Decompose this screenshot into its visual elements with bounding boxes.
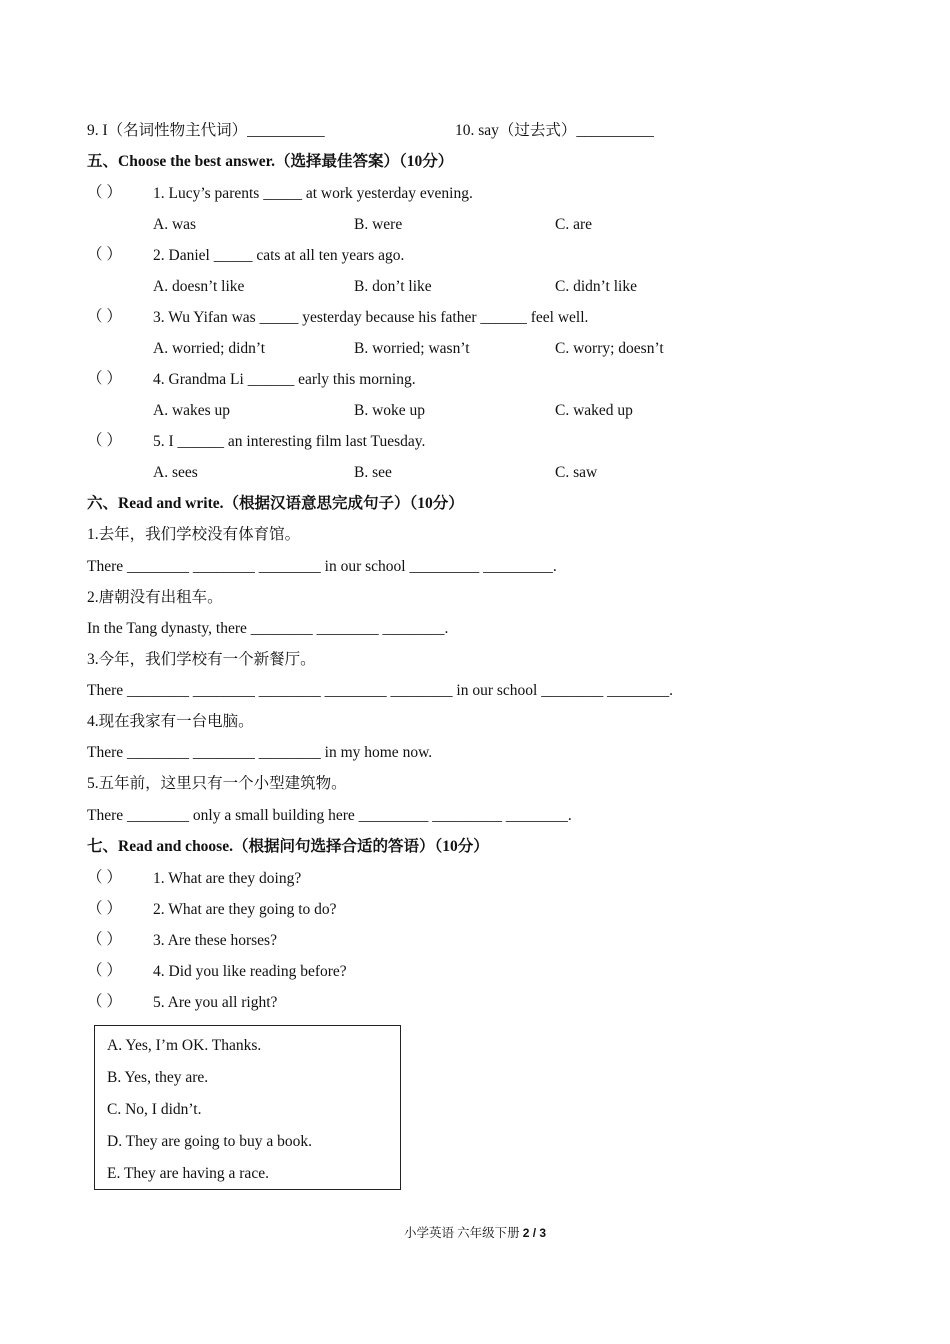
answer-blank[interactable]: （ ）: [87, 993, 122, 1010]
section-7-title: 七、Read and choose.（根据问句选择合适的答语）（10分）: [87, 838, 489, 855]
question-stem: 2. Daniel _____ cats at all ten years ago.: [153, 247, 405, 264]
footer-text: 小学英语 六年级下册: [403, 1226, 523, 1240]
question-9: 9. I（名词性物主代词）__________: [87, 122, 325, 139]
section-6-title: 六、Read and write.（根据汉语意思完成句子）（10分）: [87, 495, 464, 512]
question-stem: 3. Wu Yifan was _____ yesterday because his father ______ feel well.: [153, 309, 589, 326]
answer-option-e: E. They are having a race.: [107, 1165, 269, 1182]
s6-item-4-english[interactable]: There ________ ________ ________ in my home now.: [87, 744, 433, 761]
option-c: C. waked up: [555, 402, 633, 419]
answer-blank[interactable]: （ ）: [87, 246, 122, 263]
option-c: C. didn’t like: [555, 278, 637, 295]
s6-item-1-chinese: 1.去年，我们学校没有体育馆。: [87, 526, 301, 543]
answer-options-box: [94, 1025, 401, 1190]
option-c: C. saw: [555, 464, 598, 481]
page-number: 2 / 3: [522, 1226, 547, 1240]
answer-blank[interactable]: （ ）: [87, 370, 122, 387]
option-a: A. worried; didn’t: [153, 340, 266, 357]
option-a: A. was: [153, 216, 197, 233]
option-b: B. woke up: [354, 402, 426, 419]
option-c: C. worry; doesn’t: [555, 340, 664, 357]
option-c: C. are: [555, 216, 593, 233]
answer-blank[interactable]: （ ）: [87, 962, 122, 979]
answer-option-b: B. Yes, they are.: [107, 1069, 209, 1086]
s6-item-5-chinese: 5.五年前，这里只有一个小型建筑物。: [87, 775, 347, 792]
question-text: 4. Did you like reading before?: [153, 963, 347, 980]
option-b: B. see: [354, 464, 392, 481]
option-a: A. sees: [153, 464, 198, 481]
s6-item-1-english[interactable]: There ________ ________ ________ in our school _________ _________.: [87, 558, 557, 575]
question-stem: 4. Grandma Li ______ early this morning.: [153, 371, 416, 388]
answer-blank[interactable]: （ ）: [87, 869, 122, 886]
question-stem: 1. Lucy’s parents _____ at work yesterday evening.: [153, 185, 473, 202]
s6-item-2-english[interactable]: In the Tang dynasty, there ________ ________ ________.: [87, 620, 449, 637]
question-text: 1. What are they doing?: [153, 870, 302, 887]
answer-blank[interactable]: （ ）: [87, 931, 122, 948]
answer-blank[interactable]: （ ）: [87, 900, 122, 917]
option-b: B. were: [354, 216, 403, 233]
s6-item-4-chinese: 4.现在我家有一台电脑。: [87, 713, 254, 730]
question-text: 5. Are you all right?: [153, 994, 278, 1011]
s6-item-3-chinese: 3.今年，我们学校有一个新餐厅。: [87, 651, 316, 668]
answer-option-c: C. No, I didn’t.: [107, 1101, 202, 1118]
page-footer: [0, 1224, 950, 1242]
s6-item-2-chinese: 2.唐朝没有出租车。: [87, 589, 223, 606]
answer-option-d: D. They are going to buy a book.: [107, 1133, 313, 1150]
option-b: B. don’t like: [354, 278, 432, 295]
s6-item-3-english[interactable]: There ________ ________ ________ ________ ________ in our school ________ ________.: [87, 682, 673, 699]
answer-blank[interactable]: （ ）: [87, 432, 122, 449]
question-text: 3. Are these horses?: [153, 932, 277, 949]
question-text: 2. What are they going to do?: [153, 901, 337, 918]
question-10: 10. say（过去式）__________: [455, 122, 654, 139]
answer-blank[interactable]: （ ）: [87, 308, 122, 325]
answer-option-a: A. Yes, I’m OK. Thanks.: [107, 1037, 262, 1054]
question-stem: 5. I ______ an interesting film last Tuesday.: [153, 433, 426, 450]
option-a: A. wakes up: [153, 402, 231, 419]
answer-blank[interactable]: （ ）: [87, 184, 122, 201]
option-a: A. doesn’t like: [153, 278, 245, 295]
s6-item-5-english[interactable]: There ________ only a small building here _________ _________ ________.: [87, 807, 572, 824]
section-5-title: 五、Choose the best answer.（选择最佳答案）（10分）: [87, 153, 454, 170]
option-b: B. worried; wasn’t: [354, 340, 470, 357]
